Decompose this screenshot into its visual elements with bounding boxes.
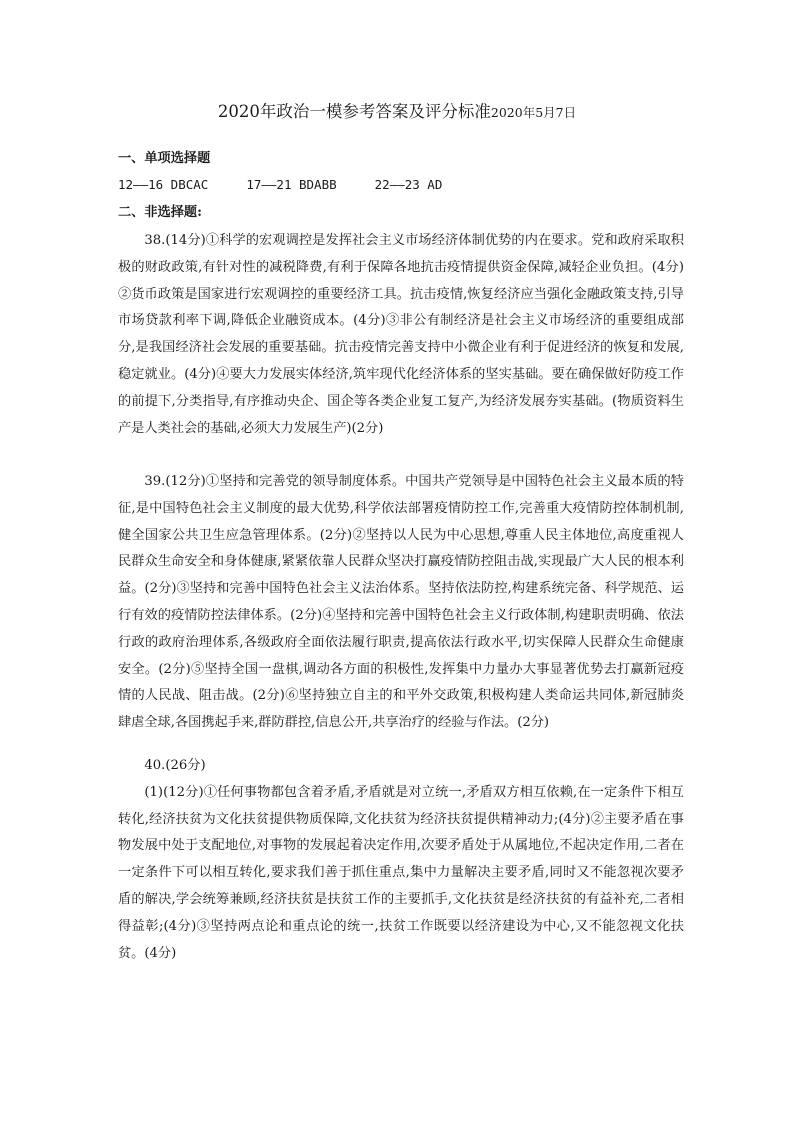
question-39-text: 39.(12分)①坚持和完善党的领导制度体系。中国共产党领导是中国特色社会主义最本质的特征,是中国特色社会主义制度的最大优势,科学依法部署疫情防控工作,完善重大疫情防控体制机制,健全国家公共卫生应急管理体系。(2分)②坚持以人民为中心思想,尊重人民主体地位,高度重视人民群众生命安全和身体健康,紧紧依靠人民群众坚决打赢疫情防控阻击战,实现最广大人民的根本利益。(2分)③坚持和完善中国特色社会主义法治体系。坚持依法防控,构建系统完备、科学规范、运行有效的疫情防控法律体系。(2分)④坚持和完善中国特色社会主义行政体制,构建职责明确、依法行政的政府治理体系,各级政府全面依法履行职责,提高依法行政水平,切实保障人民群众生命健康安全。(2分)⑤坚持全国一盘棋,调动各方面的积极性,发挥集中力量办大事显著优势去打赢新冠疫情的人民战、阻击战。(2分)⑥坚持独立自主的和平外交政策,积极构建人类命运共同体,新冠肺炎肆虐全球,各国携起手来,群防群控,信息公开,共享治疗的经验与作法。(2分): [118, 474, 684, 731]
section2-heading: 二、非选择题:: [118, 205, 202, 220]
question-38-text: 38.(14分)①科学的宏观调控是发挥社会主义市场经济体制优势的内在要求。党和政府采取积极的财政政策,有针对性的减税降费,有利于保障各地抗击疫情提供资金保障,减轻企业负担。(4分)②货币政策是国家进行宏观调控的重要经济工具。抗击疫情,恢复经济应当强化金融政策支持,引导市场贷款利率下调,降低企业融资成本。(4分)③非公有制经济是社会主义市场经济的重要组成部分,是我国经济社会发展的重要基础。抗击疫情完善支持中小微企业有利于促进经济的恢复和发展,稳定就业。(4分)④要大力发展实体经济,筑牢现代化经济体系的坚实基础。要在确保做好防疫工作的前提下,分类指导,有序推动央企、国企等各类企业复工复产,为经济发展夯实基础。(物质资料生产是人类社会的基础,必须大力发展生产)(2分): [118, 233, 684, 436]
question-40-part-1: (1)(12分)①任何事物都包含着矛盾,矛盾就是对立统一,矛盾双方相互依赖,在一定条件下相互转化,经济扶贫为文化扶贫提供物质保障,文化扶贫为经济扶贫提供精神动力;(4分)②主要矛盾在事物发展中处于支配地位,对事物的发展起着决定作用,次要矛盾处于从属地位,不起决定作用,二者在一定条件下可以相互转化,要求我们善于抓住重点,集中力量解决主要矛盾,同时又不能忽视次要矛盾的解决,学会统筹兼顾,经济扶贫是扶贫工作的主要抓手,文化扶贫是经济扶贫的有益补充,二者相得益彰;(4分)③坚持两点论和重点论的统一,扶贫工作既要以经济建设为中心,又不能忽视文化扶贫。(4分): [118, 784, 684, 961]
answer-group-2: 17——21 BDABB: [246, 177, 337, 192]
answer-key: [118, 177, 480, 192]
question-40-heading: 40.(26分): [144, 758, 206, 773]
title-date: 2020年5月7日: [490, 105, 577, 120]
question-38: [118, 228, 684, 442]
question-39: [118, 469, 684, 737]
page-title: [0, 98, 794, 122]
section1-heading: 一、单项选择题: [118, 151, 211, 166]
question-40: [118, 753, 684, 967]
answer-group-3: 22——23 AD: [374, 177, 443, 192]
answer-group-1: 12——16 DBCAC: [118, 177, 209, 192]
title-main: 2020年政治一模参考答案及评分标准: [217, 102, 491, 121]
